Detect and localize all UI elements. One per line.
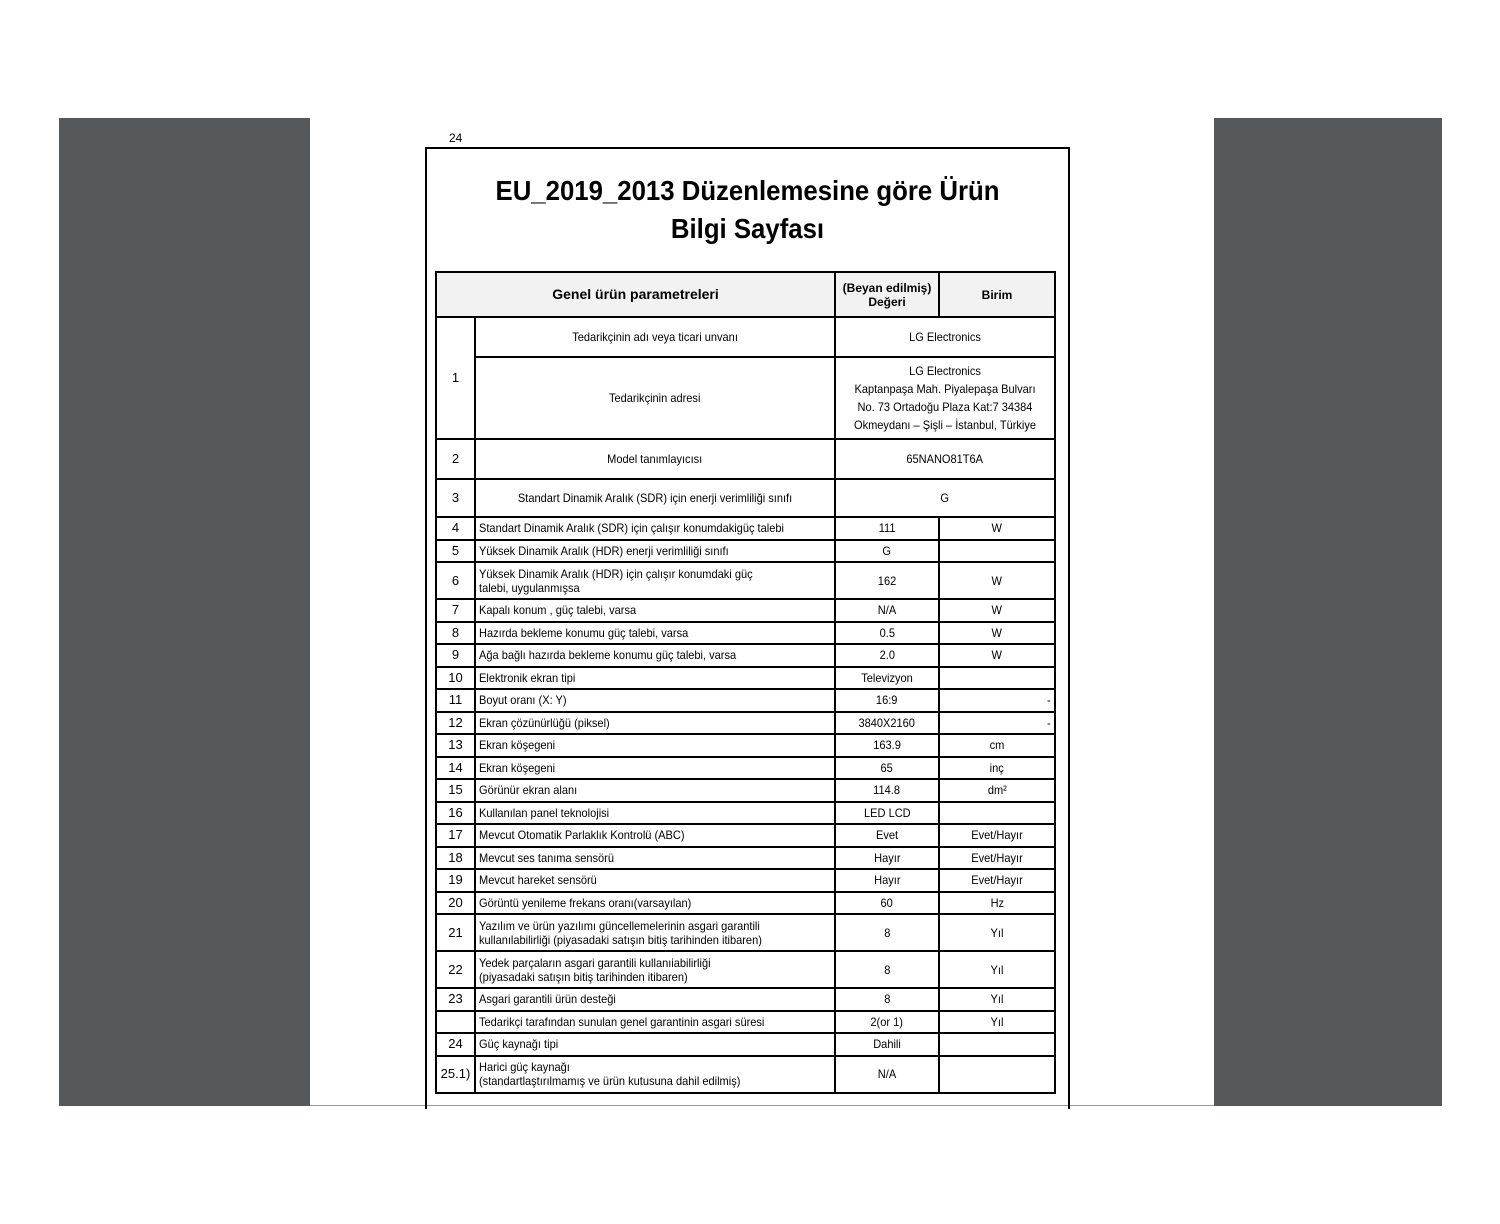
row-number: 13 [436,734,475,757]
row-label: Görüntü yenileme frekans oranı(varsayılan) [475,892,835,915]
row-value: G [835,540,939,563]
row-value: N/A [835,599,939,622]
table-row [436,540,1055,563]
table-row [436,847,1055,870]
header-declared-value: (Beyan edilmiş) Değeri [835,272,939,317]
title-line-2: Bilgi Sayfası [670,213,825,244]
table-row [436,824,1055,847]
row-unit: inç [939,757,1055,780]
row-number: 21 [436,914,475,951]
row-value: LG Electronics [835,317,1055,357]
row-unit: Yıl [939,988,1055,1011]
row-number: 7 [436,599,475,622]
row-label: Elektronik ekran tipi [475,667,835,690]
row-label: Kullanılan panel teknolojisi [475,802,835,825]
table-row [436,914,1055,951]
row-label: Hazırda bekleme konumu güç talebi, varsa [475,622,835,645]
row-value: 114.8 [835,779,939,802]
row-number: 25.1) [436,1056,475,1093]
row-value: 111 [835,517,939,540]
row-value: 163.9 [835,734,939,757]
header-parameters: Genel ürün parametreleri [436,272,835,317]
title-line-1: EU_2019_2013 Düzenlemesine göre Ürün [495,175,1000,206]
row-value: 3840X2160 [835,712,939,735]
row-label: Tedarikçinin adı veya ticari unvanı [475,317,835,357]
row-value: 2(or 1) [835,1011,939,1034]
row-unit: Yıl [939,951,1055,988]
row-label: Güç kaynağı tipi [475,1033,835,1056]
table-row [436,667,1055,690]
table-row [436,599,1055,622]
row-value: 60 [835,892,939,915]
row-value: Evet [835,824,939,847]
table-row [436,712,1055,735]
row-unit: Evet/Hayır [939,824,1055,847]
row-label: Yedek parçaların asgari garantili kullanıiabilirliği (piyasadaki satışın bitiş tarihinden itibaren) [475,951,835,988]
table-row [436,1011,1055,1034]
row-number: 12 [436,712,475,735]
page-title [453,172,1043,248]
row-unit [939,540,1055,563]
table-row [436,644,1055,667]
row-unit: Yıl [939,1011,1055,1034]
row-number: 17 [436,824,475,847]
row-value: 162 [835,562,939,599]
row-unit: W [939,622,1055,645]
row-unit: - [939,689,1055,712]
row-label: Model tanımlayıcısı [475,439,835,479]
row-unit: - [939,712,1055,735]
row-unit [939,667,1055,690]
table-row [436,1056,1055,1093]
table-row [436,517,1055,540]
table-row [436,1033,1055,1056]
row-value: Hayır [835,869,939,892]
product-info-table [435,271,1056,1094]
row-label: Ekran köşegeni [475,734,835,757]
row-label: Asgari garantili ürün desteği [475,988,835,1011]
table-row [436,779,1055,802]
row-value: 2.0 [835,644,939,667]
row-label: Kapalı konum , güç talebi, varsa [475,599,835,622]
row-unit: Yıl [939,914,1055,951]
row-unit: Evet/Hayır [939,847,1055,870]
row-number: 8 [436,622,475,645]
row-unit: W [939,644,1055,667]
row-label: Mevcut Otomatik Parlaklık Kontrolü (ABC) [475,824,835,847]
table-row [436,622,1055,645]
row-value: 8 [835,951,939,988]
row-number: 22 [436,951,475,988]
row-value: 0.5 [835,622,939,645]
table-header-row [436,272,1055,317]
table-row [436,988,1055,1011]
row-unit [939,1033,1055,1056]
row-number: 6 [436,562,475,599]
row-number: 15 [436,779,475,802]
row-value: Dahili [835,1033,939,1056]
row-value: N/A [835,1056,939,1093]
row-label: Ağa bağlı hazırda bekleme konumu güç talebi, varsa [475,644,835,667]
row-number: 14 [436,757,475,780]
row-number: 2 [436,439,475,479]
row-number: 1 [436,317,475,439]
row-label: Yüksek Dinamik Aralık (HDR) için çalışır konumdaki güç talebi, uygulanmışsa [475,562,835,599]
row-label: Boyut oranı (X: Y) [475,689,835,712]
row-number: 16 [436,802,475,825]
page-number: 24 [449,131,463,145]
row-number: 20 [436,892,475,915]
table-row [436,757,1055,780]
table-row [436,734,1055,757]
table-row [436,689,1055,712]
table-row-supplier-address [436,357,1055,439]
row-unit: W [939,562,1055,599]
row-value: G [835,479,1055,517]
row-value: Hayır [835,847,939,870]
row-unit: Hz [939,892,1055,915]
row-label: Görünür ekran alanı [475,779,835,802]
row-label: Tedarikçi tarafından sunulan genel garantinin asgari süresi [475,1011,835,1034]
table-row-sdr-class [436,479,1055,517]
header-unit: Birim [939,272,1055,317]
row-number: 18 [436,847,475,870]
row-label: Ekran köşegeni [475,757,835,780]
table-row [436,802,1055,825]
table-row [436,562,1055,599]
row-number: 23 [436,988,475,1011]
row-number: 3 [436,479,475,517]
row-number: 9 [436,644,475,667]
row-unit [939,1056,1055,1093]
table-row [436,892,1055,915]
row-number: 11 [436,689,475,712]
row-value-address: LG Electronics Kaptanpaşa Mah. Piyalepaşa Bulvarı No. 73 Ortadoğu Plaza Kat:7 34384 Okmeydanı – Şişli – İstanbul, Türkiye [835,357,1055,439]
row-label: Yazılım ve ürün yazılımı güncellemelerinin asgari garantili kullanılabilirliği (piyasadaki satışın bitiş tarihinden itibaren) [475,914,835,951]
row-label: Yüksek Dinamik Aralık (HDR) enerji verimliliği sınıfı [475,540,835,563]
row-value: 16:9 [835,689,939,712]
row-label: Standart Dinamik Aralık (SDR) için enerji verimliliği sınıfı [475,479,835,517]
row-unit: W [939,517,1055,540]
row-value: 65 [835,757,939,780]
table-row [436,869,1055,892]
row-number: 4 [436,517,475,540]
row-number: 10 [436,667,475,690]
row-value: 8 [835,988,939,1011]
row-unit: W [939,599,1055,622]
row-unit [939,802,1055,825]
row-unit: cm [939,734,1055,757]
row-label: Ekran çözünürlüğü (piksel) [475,712,835,735]
row-label: Harici güç kaynağı (standartlaştırılmamış ve ürün kutusuna dahil edilmiş) [475,1056,835,1093]
row-unit: dm² [939,779,1055,802]
table-row-supplier-name [436,317,1055,357]
row-number: 5 [436,540,475,563]
row-value: 8 [835,914,939,951]
row-number: 24 [436,1033,475,1056]
table-row [436,951,1055,988]
row-value: Televizyon [835,667,939,690]
row-number: 19 [436,869,475,892]
row-number [436,1011,475,1034]
row-label: Mevcut ses tanıma sensörü [475,847,835,870]
row-value: 65NANO81T6A [835,439,1055,479]
row-label: Mevcut hareket sensörü [475,869,835,892]
row-label: Tedarikçinin adresi [475,357,835,439]
row-label: Standart Dinamik Aralık (SDR) için çalışır konumdakigüç talebi [475,517,835,540]
table-row-model [436,439,1055,479]
row-unit: Evet/Hayır [939,869,1055,892]
row-value: LED LCD [835,802,939,825]
